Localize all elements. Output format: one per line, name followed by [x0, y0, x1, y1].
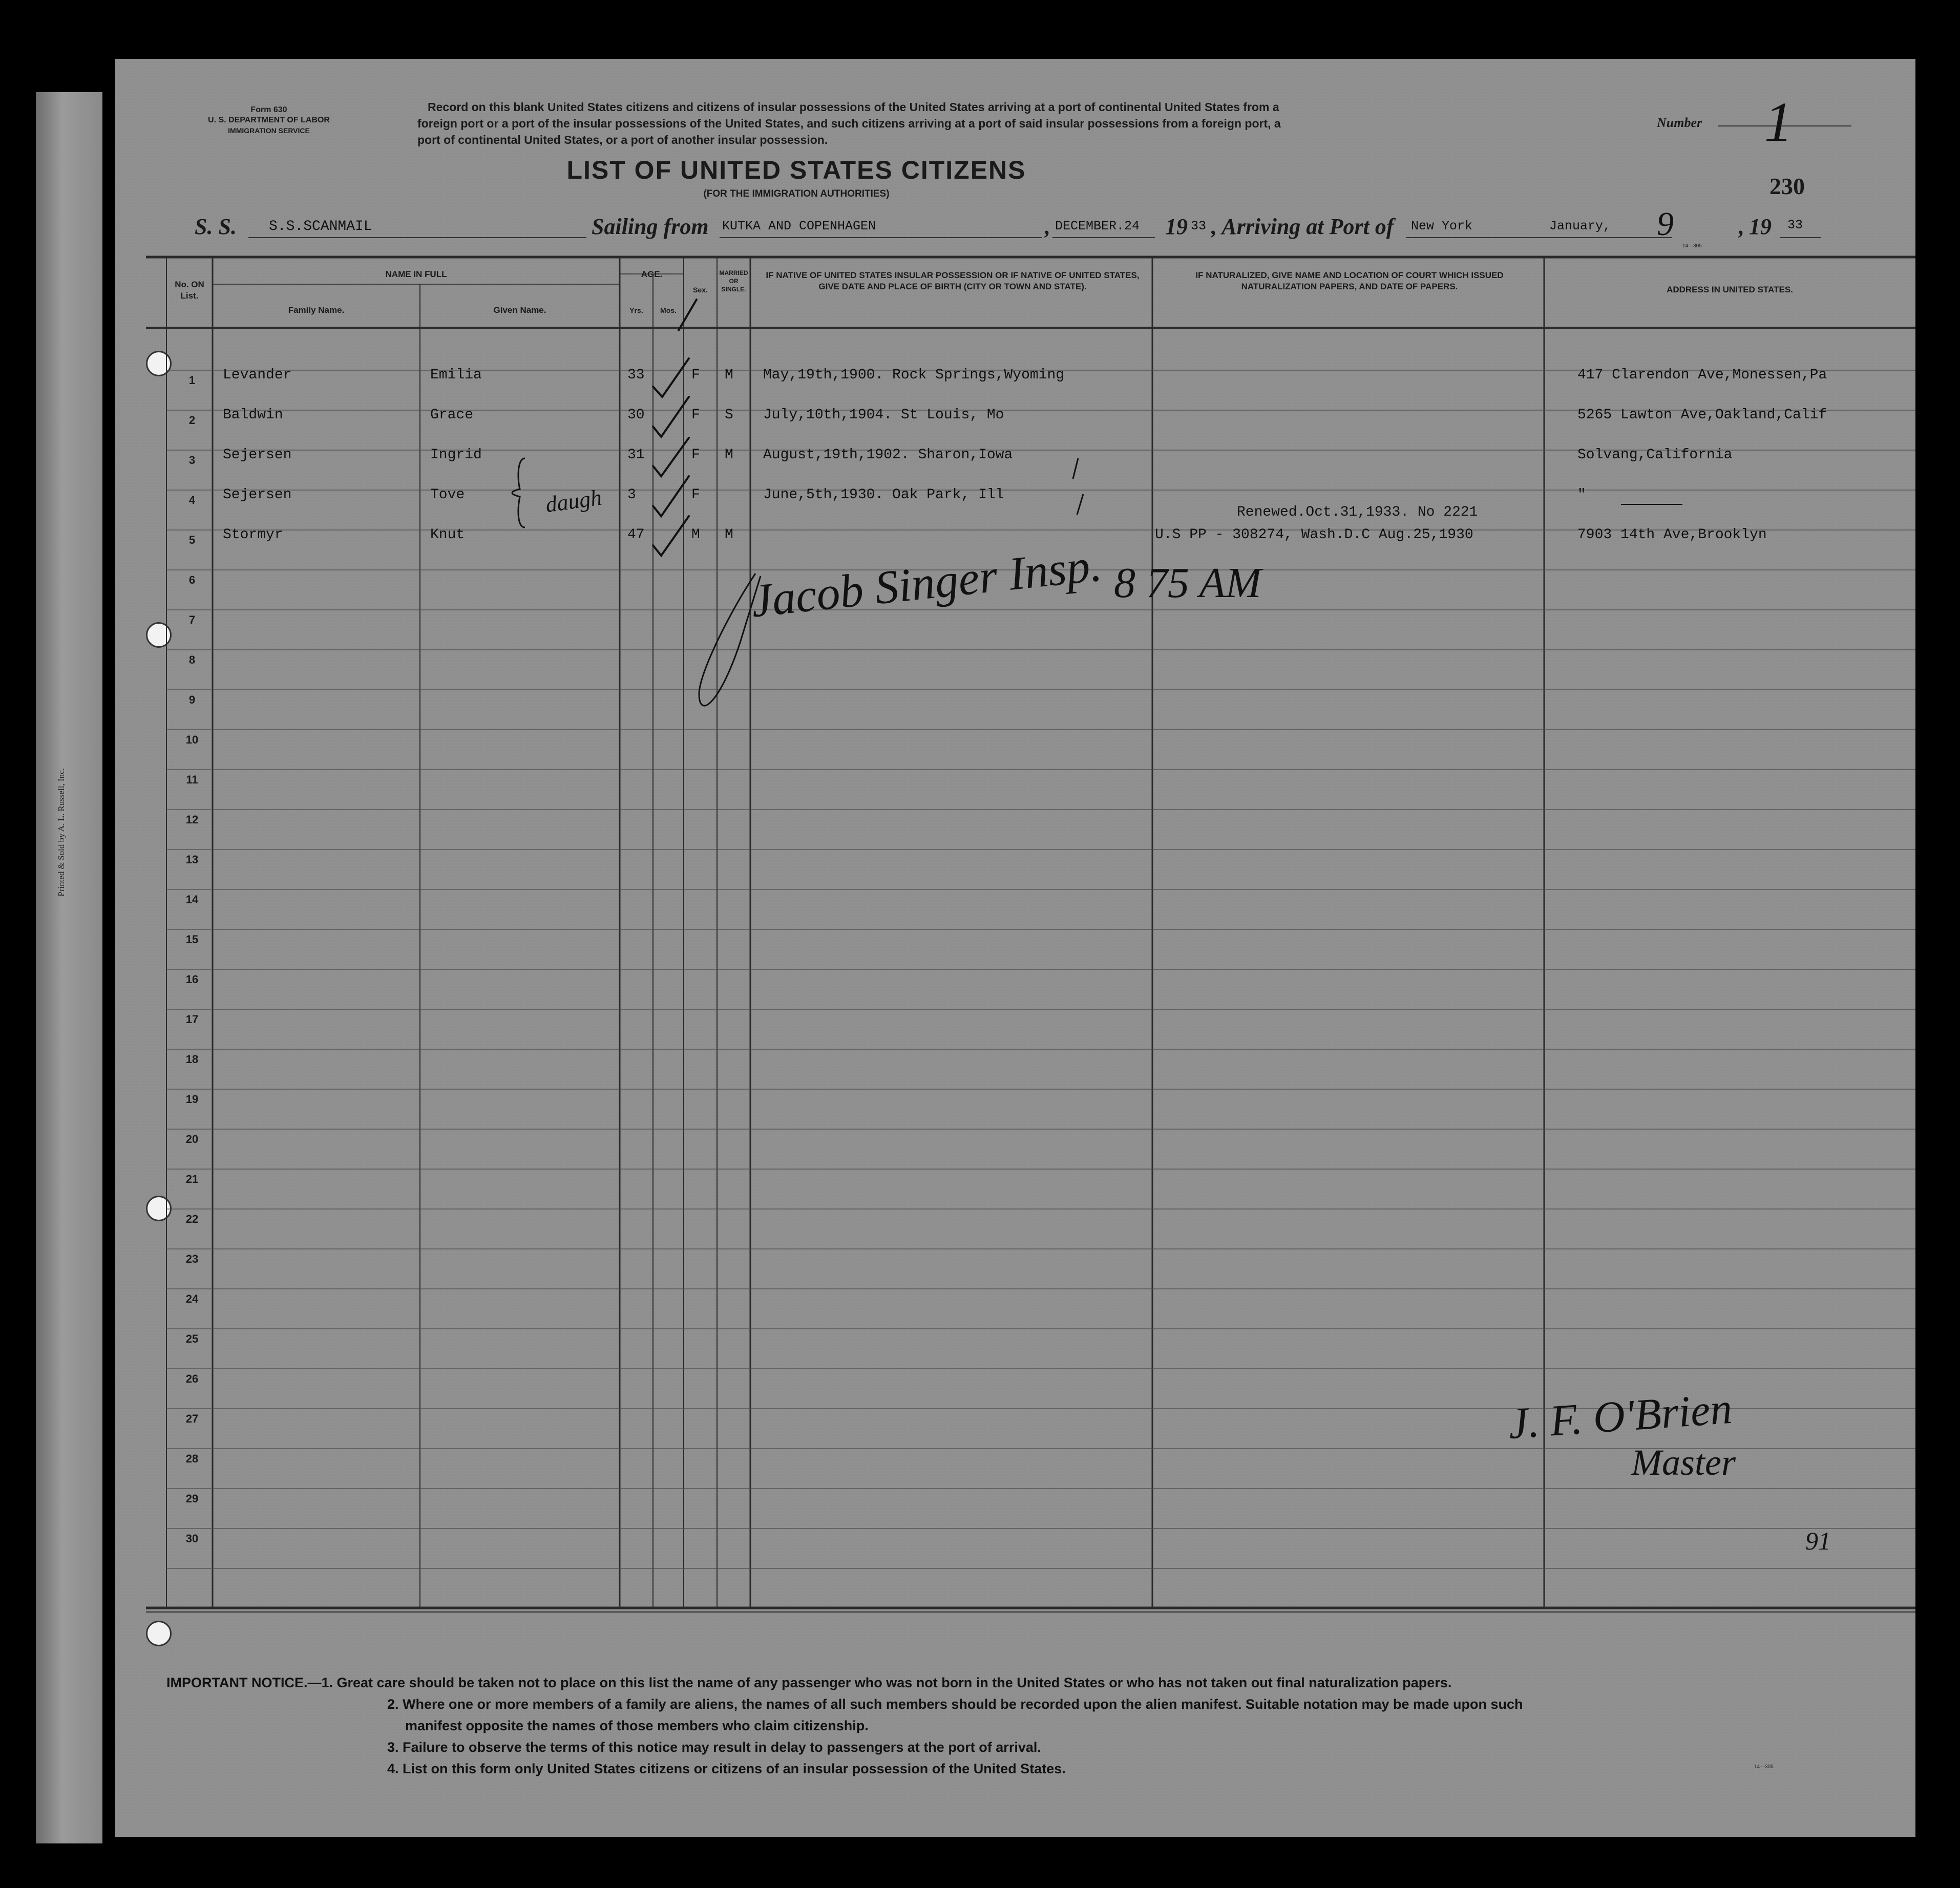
row-number: 3: [188, 454, 196, 466]
comma-2: ,: [1739, 214, 1744, 239]
form-number: Form 630: [250, 105, 287, 114]
form-code: 14—305: [1682, 243, 1702, 249]
col-header-sex: Sex.: [693, 286, 708, 294]
age-cell: 3: [627, 487, 636, 503]
notice-item-3: 3. Failure to observe the terms of this notice may result in delay to passengers at the port of arrival.: [387, 1739, 1041, 1755]
row-number: 27: [185, 1412, 199, 1425]
row-number: 20: [185, 1133, 199, 1145]
row-number: 21: [185, 1173, 199, 1185]
address-cell: Solvang,California: [1577, 447, 1733, 463]
form-subtitle: (FOR THE IMMIGRATION AUTHORITIES): [703, 188, 890, 199]
departure-year: 33: [1191, 219, 1207, 234]
row-number: 15: [185, 933, 199, 946]
row-number: 2: [188, 414, 196, 427]
printer-imprint-text: Printed & Sold by A. L. Russell, Inc.: [56, 768, 66, 897]
age-cell: 33: [627, 367, 645, 383]
row-number: 8: [188, 653, 196, 666]
arrival-month: January,: [1549, 219, 1611, 234]
row-number: 23: [185, 1253, 199, 1265]
birth-cell: July,10th,1904. St Louis, Mo: [763, 407, 1004, 423]
row-number: 12: [185, 813, 199, 826]
comma: ,: [1045, 214, 1050, 239]
row-number: 17: [185, 1013, 199, 1026]
col-header-age: AGE.: [641, 269, 663, 279]
col-header-mos: Mos.: [660, 306, 677, 314]
row-number: 29: [185, 1492, 199, 1505]
row-number: 25: [185, 1332, 199, 1345]
arrival-port: New York: [1411, 219, 1473, 234]
marital-cell: M: [725, 447, 733, 463]
sailing-from-label: Sailing from: [592, 214, 709, 239]
row-number: 30: [185, 1532, 199, 1545]
department-name: U. S. DEPARTMENT OF LABOR: [208, 116, 330, 124]
row-number: 24: [185, 1292, 199, 1305]
col-header-naturalized: IF NATURALIZED, GIVE NAME AND LOCATION OF COURT WHICH ISSUED NATURALIZATION PAPERS, AND DATE OF PAPERS.: [1195, 270, 1504, 291]
renewal-note: Renewed.Oct.31,1933. No 2221: [1237, 504, 1478, 520]
address-cell: 5265 Lawton Ave,Oakland,Calif: [1577, 407, 1827, 423]
departure-date: DECEMBER.24: [1055, 219, 1140, 234]
notice-heading: IMPORTANT NOTICE.: [166, 1675, 308, 1690]
given-name-cell: Grace: [430, 407, 474, 423]
row-number: 18: [185, 1053, 199, 1066]
sex-cell: F: [691, 367, 700, 383]
arriving-label-text: Arriving at Port of: [1221, 214, 1394, 239]
arriving-label: , Arriving at Port of: [1211, 214, 1394, 239]
row-number: 11: [186, 773, 198, 786]
col-header-address: ADDRESS IN UNITED STATES.: [1667, 285, 1793, 294]
marital-cell: M: [725, 527, 733, 543]
row-number: 28: [185, 1452, 199, 1465]
header-instructions-line: port of continental United States, or a port of another insular possession.: [417, 133, 828, 146]
arrival-day: 9: [1657, 205, 1674, 243]
col-header-given-name: Given Name.: [493, 305, 546, 315]
row-number: 4: [188, 494, 196, 506]
address-cell: ": [1577, 487, 1586, 503]
given-name-cell: Tove: [430, 487, 465, 503]
notice-item-1: —1. Great care should be taken not to place on this list the name of any passenger who was not born in the United States or who has not taken out final naturalization papers.: [307, 1675, 1452, 1690]
sex-cell: F: [691, 487, 700, 503]
given-name-cell: Ingrid: [430, 447, 482, 463]
inspection-time: 8 75 AM: [1114, 559, 1261, 607]
master-title: Master: [1631, 1442, 1736, 1483]
sex-cell: F: [691, 447, 700, 463]
notice-item-2a: 2. Where one or more members of a family are aliens, the names of all such members should be recorded upon the alien manifest. Suitable notation may be made upon such: [387, 1696, 1523, 1712]
address-cell: 7903 14th Ave,Brooklyn: [1577, 527, 1767, 543]
birth-cell: May,19th,1900. Rock Springs,Wyoming: [763, 367, 1065, 383]
col-header-family-name: Family Name.: [288, 305, 345, 315]
birth-cell: June,5th,1930. Oak Park, Ill: [763, 487, 1004, 503]
arrival-year: 33: [1787, 218, 1803, 232]
page-number: 230: [1769, 173, 1805, 199]
col-header-name: NAME IN FULL: [385, 269, 447, 279]
table-grid: [115, 59, 1915, 1837]
inspector-signature: Jacob Singer Insp.: [748, 538, 1104, 627]
row-number: 16: [185, 973, 199, 986]
number-value: 1: [1764, 91, 1793, 153]
from-port: KUTKA AND COPENHAGEN: [722, 219, 876, 234]
naturalized-cell: U.S PP - 308274, Wash.D.C Aug.25,1930: [1155, 527, 1473, 543]
form-title: LIST OF UNITED STATES CITIZENS: [566, 156, 1026, 184]
birth-cell: August,19th,1902. Sharon,Iowa: [763, 447, 1013, 463]
important-notice: [166, 1672, 1908, 1779]
ss-label: S. S.: [195, 214, 237, 239]
family-name-cell: Baldwin: [223, 407, 283, 423]
age-cell: 31: [627, 447, 645, 463]
sex-cell: M: [691, 527, 700, 543]
col-header-birth: IF NATIVE OF UNITED STATES INSULAR POSSESSION OR IF NATIVE OF UNITED STATES, GIVE DATE AND PLACE OF BIRTH (CITY OR TOWN AND STATE).: [766, 270, 1140, 291]
row-number: 6: [188, 574, 196, 586]
printer-imprint: [56, 768, 77, 983]
header-instructions-line: foreign port or a port of the insular possessions of the United States, and such citizens arriving at a port of said insular possessions from a foreign port, a: [417, 117, 1281, 130]
notice-item-4: 4. List on this form only United States citizens or citizens of an insular possession of the United States.: [387, 1761, 1066, 1776]
row-number: 19: [185, 1093, 199, 1106]
bottom-form-code: 14—305: [1754, 1764, 1774, 1770]
family-bracket-note: daugh: [544, 484, 603, 518]
form-sheet: [115, 59, 1915, 1837]
address-cell: 417 Clarendon Ave,Monessen,Pa: [1577, 367, 1827, 383]
col-header-no: No. ON List.: [175, 280, 204, 301]
row-number: 26: [185, 1372, 199, 1385]
family-name-cell: Sejersen: [223, 487, 292, 503]
row-number: 9: [188, 693, 196, 706]
number-label: Number: [1657, 115, 1702, 130]
row-number: 10: [185, 733, 199, 746]
sex-cell: F: [691, 407, 700, 423]
family-name-cell: Stormyr: [223, 527, 283, 543]
row-number: 14: [185, 893, 199, 906]
col-header-yrs: Yrs.: [629, 306, 643, 314]
sheet-number: 91: [1805, 1526, 1831, 1555]
age-cell: 47: [627, 527, 645, 543]
row-number: 22: [185, 1213, 199, 1225]
notice-item-2b: manifest opposite the names of those members who claim citizenship.: [405, 1718, 869, 1733]
service-name: IMMIGRATION SERVICE: [228, 126, 310, 135]
family-name-cell: Sejersen: [223, 447, 292, 463]
row-number: 1: [188, 374, 196, 387]
age-cell: 30: [627, 407, 645, 423]
given-name-cell: Knut: [430, 527, 465, 543]
header-instructions-line: Record on this blank United States citizens and citizens of insular possessions of the United States arriving at a port of continental United States from a: [428, 100, 1279, 114]
master-signature: J. F. O'Brien: [1507, 1383, 1734, 1449]
row-number: 5: [188, 534, 196, 546]
year-prefix: 19: [1165, 214, 1188, 239]
ship-name: S.S.SCANMAIL: [269, 219, 372, 235]
given-name-cell: Emilia: [430, 367, 482, 383]
row-number: 13: [185, 853, 199, 866]
col-header-marital: MARRIED OR SINGLE.: [719, 269, 748, 293]
marital-cell: S: [725, 407, 733, 423]
family-name-cell: Levander: [223, 367, 292, 383]
year-prefix-2: 19: [1749, 214, 1772, 239]
row-number: 7: [188, 613, 196, 626]
marital-cell: M: [725, 367, 733, 383]
